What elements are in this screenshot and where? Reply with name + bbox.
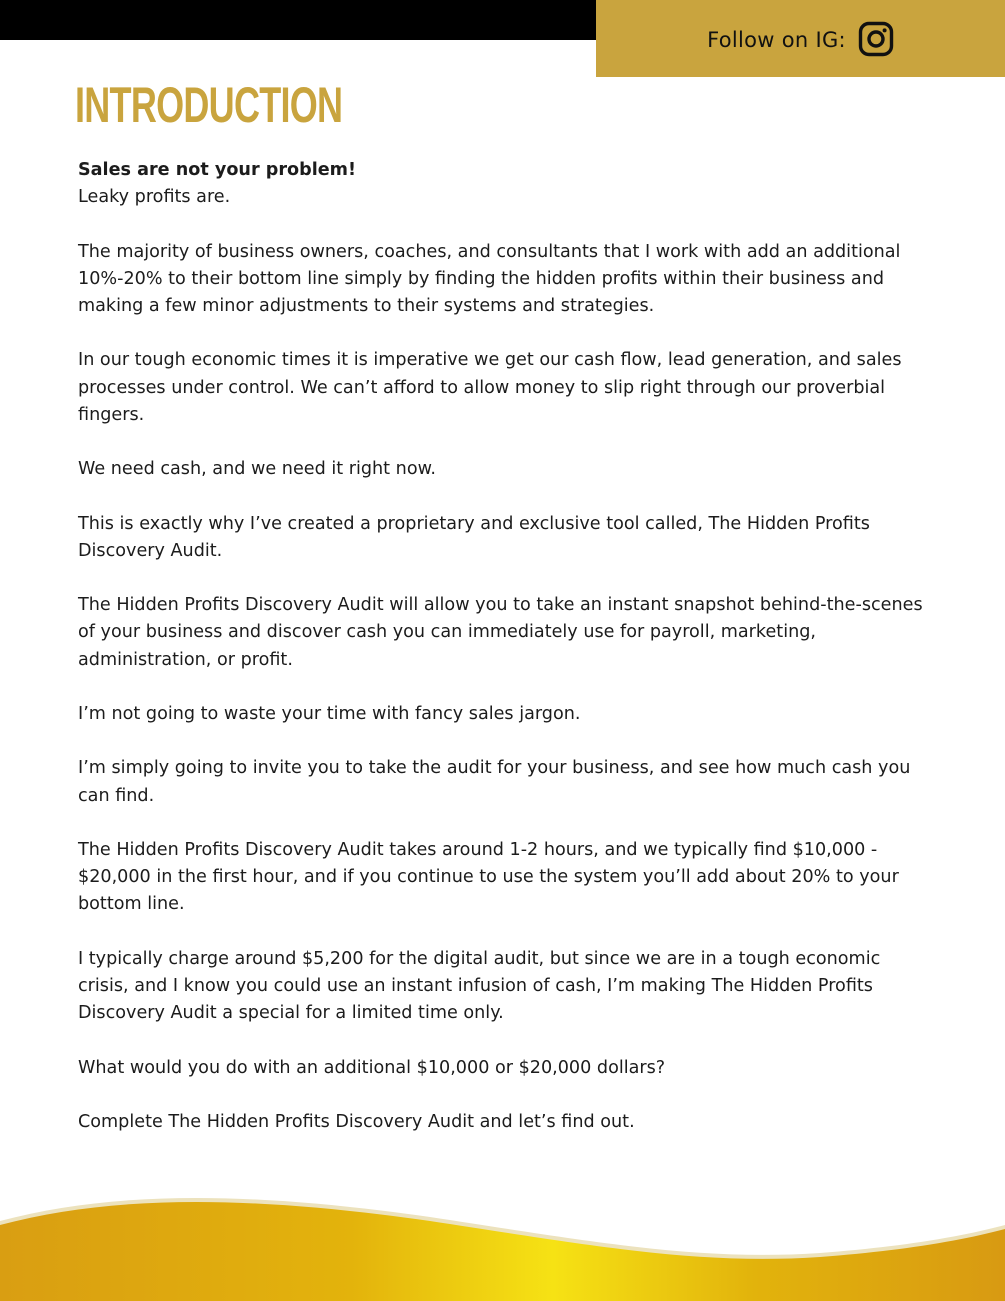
lead-text: Leaky profits are. — [78, 187, 231, 208]
top-black-bar — [0, 0, 620, 40]
lead-paragraph — [78, 157, 928, 211]
paragraph: The majority of business owners, coaches, and consultants that I work with add an additional 10%-20% to their bottom line simply by finding the hidden profits within their business and making a few minor adjustments to their systems and strategies. — [78, 241, 901, 316]
paragraph: This is exactly why I’ve created a proprietary and exclusive tool called, The Hidden Profits Discovery Audit. — [78, 513, 870, 561]
footer-wave-decoration — [0, 1191, 1005, 1301]
paragraph: I’m simply going to invite you to take the audit for your business, and see how much cash you can find. — [78, 758, 911, 806]
paragraph: The Hidden Profits Discovery Audit takes around 1-2 hours, and we typically find $10,000 - $20,000 in the first hour, and if you continue to use the system you’ll add about 20% to your bottom line. — [78, 839, 899, 915]
paragraph: The Hidden Profits Discovery Audit will allow you to take an instant snapshot behind-the-scenes of your business and discover cash you can immediately use for payroll, marketing, administration, or profit. — [78, 595, 923, 670]
body-text — [78, 157, 928, 1163]
page-title: INTRODUCTION — [75, 77, 343, 133]
lead-bold-text: Sales are not your problem! — [78, 160, 357, 180]
paragraph: I typically charge around $5,200 for the digital audit, but since we are in a tough economic crisis, and I know you could use an instant infusion of cash, I’m making The Hidden Profits Discovery Audit a special for a limited time only. — [78, 948, 881, 1024]
follow-instagram-link[interactable] — [596, 0, 1005, 77]
paragraph: What would you do with an additional $10,000 or $20,000 dollars? — [78, 1057, 666, 1078]
instagram-icon[interactable] — [858, 21, 894, 57]
paragraph: We need cash, and we need it right now. — [78, 459, 436, 480]
paragraph: Complete The Hidden Profits Discovery Audit and let’s find out. — [78, 1111, 635, 1132]
paragraph: I’m not going to waste your time with fancy sales jargon. — [78, 703, 581, 724]
paragraph: In our tough economic times it is imperative we get our cash flow, lead generation, and sales processes under control. We can’t afford to allow money to slip right through our proverbial fingers. — [78, 350, 902, 425]
follow-label: Follow on IG: — [707, 27, 846, 52]
